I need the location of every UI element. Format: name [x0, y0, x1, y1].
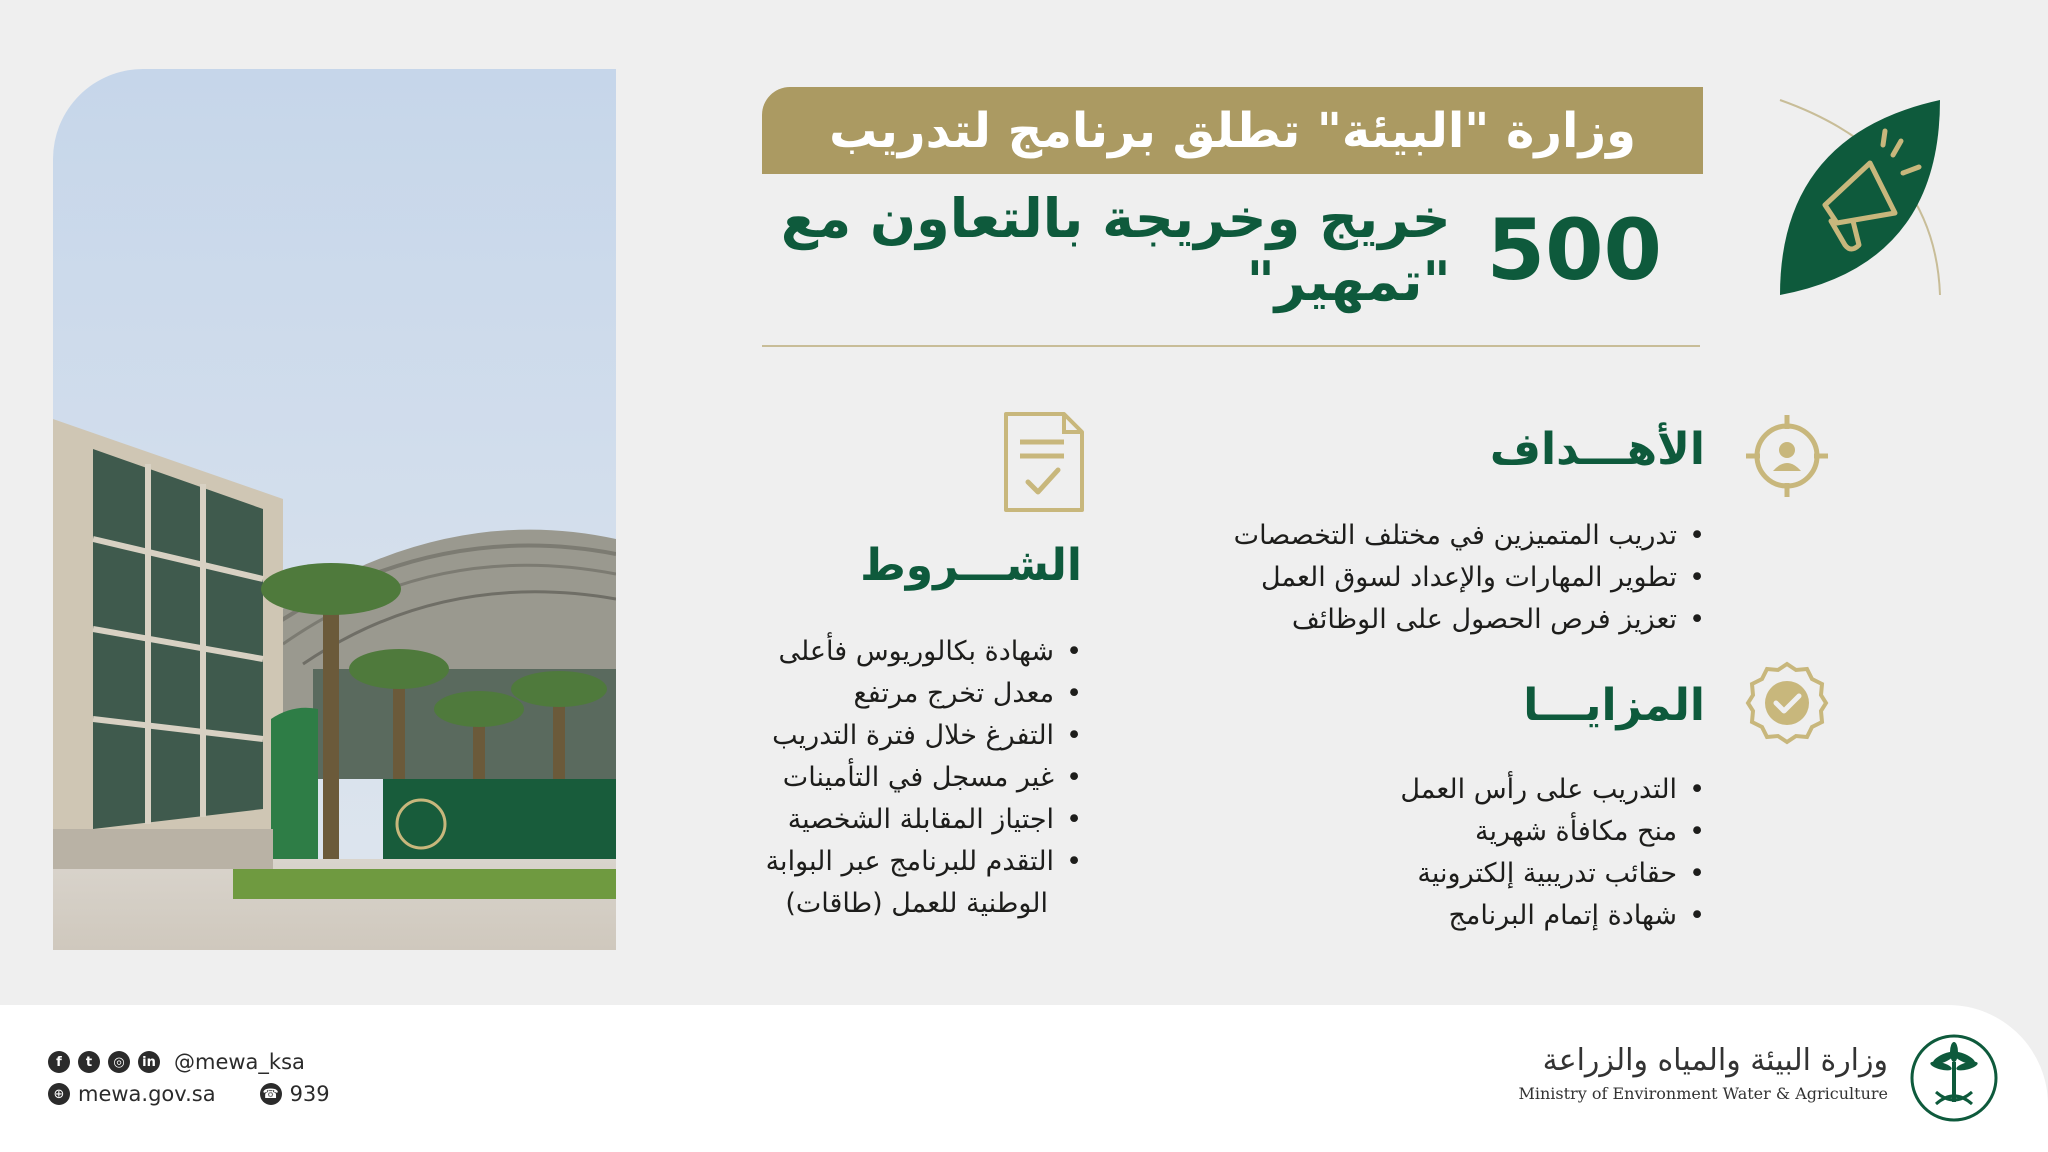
list-item: • منح مكافأة شهرية [1400, 811, 1705, 853]
list-item: • اجتياز المقابلة الشخصية [766, 799, 1082, 841]
facebook-icon[interactable]: f [48, 1051, 70, 1073]
website-link[interactable]: mewa.gov.sa [78, 1082, 216, 1106]
building-photo [53, 69, 616, 950]
ministry-logo-text [1518, 1043, 1888, 1103]
goals-heading: الأهـــداف [1489, 424, 1705, 475]
social-handle[interactable]: @mewa_ksa [174, 1050, 305, 1074]
list-item: • تعزيز فرص الحصول على الوظائف [1234, 599, 1705, 641]
list-item: • التفرغ خلال فترة التدريب [766, 715, 1082, 757]
benefits-section [1400, 680, 1705, 937]
divider-line [762, 345, 1700, 347]
conditions-list [766, 631, 1082, 925]
list-item: • معدل تخرج مرتفع [766, 673, 1082, 715]
goals-section [1234, 424, 1705, 641]
list-item: • تدريب المتميزين في مختلف التخصصات [1234, 515, 1705, 557]
subtitle-row [762, 187, 1662, 313]
list-item: • التدريب على رأس العمل [1400, 769, 1705, 811]
list-item: • شهادة بكالوريوس فأعلى [766, 631, 1082, 673]
benefits-heading: المزايـــا [1523, 680, 1705, 731]
trainee-count: 500 [1486, 201, 1662, 299]
twitter-icon[interactable]: t [78, 1051, 100, 1073]
list-item: • شهادة إتمام البرنامج [1400, 895, 1705, 937]
title-banner [762, 87, 1703, 174]
list-item: • تطوير المهارات والإعداد لسوق العمل [1234, 557, 1705, 599]
list-item-continuation: الوطنية للعمل (طاقات) [785, 888, 1048, 919]
list-item: • حقائب تدريبية إلكترونية [1400, 853, 1705, 895]
palm-emblem-icon [1908, 1032, 2000, 1124]
conditions-heading: الشـــروط [860, 540, 1082, 591]
megaphone-icon [1775, 95, 1945, 300]
contact-row [48, 1082, 330, 1106]
goals-list [1234, 515, 1705, 641]
check-badge-icon [1744, 660, 1830, 746]
ministry-name-en: Ministry of Environment Water & Agriculture [1518, 1084, 1888, 1103]
social-links [48, 1050, 305, 1074]
list-item: • التقدم للبرنامج عبر البوابة [766, 841, 1082, 883]
globe-icon: ⊕ [48, 1083, 70, 1105]
linkedin-icon[interactable]: in [138, 1051, 160, 1073]
ministry-name-ar: وزارة البيئة والمياه والزراعة [1542, 1043, 1888, 1078]
phone-number[interactable]: 939 [289, 1082, 330, 1106]
target-person-icon [1744, 413, 1830, 499]
benefits-list [1400, 769, 1705, 937]
title-text: وزارة "البيئة" تطلق برنامج لتدريب [829, 102, 1636, 159]
instagram-icon[interactable]: ◎ [108, 1051, 130, 1073]
document-check-icon [1002, 410, 1086, 514]
conditions-section [766, 540, 1082, 925]
subtitle-text: خريج وخريجة بالتعاون مع "تمهير" [780, 187, 1451, 313]
phone-icon: ☎ [260, 1083, 282, 1105]
list-item: • غير مسجل في التأمينات [766, 757, 1082, 799]
